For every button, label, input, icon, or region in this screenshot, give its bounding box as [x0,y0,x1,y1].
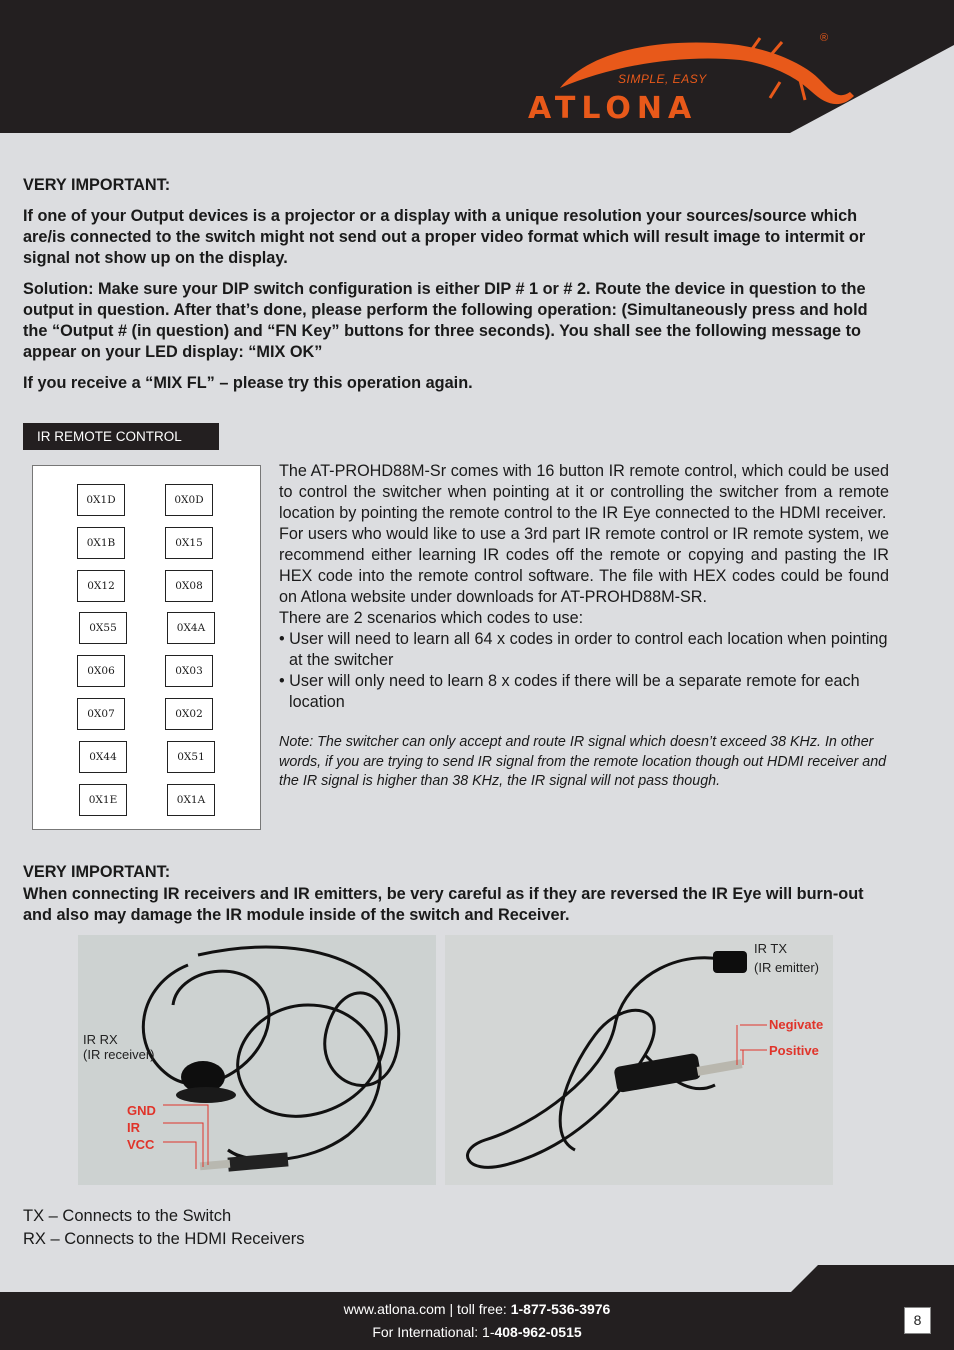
page-header [0,0,954,133]
ir-tx-title: IR TX [754,941,787,956]
remote-code-right-4: 0X4A [167,612,215,644]
remote-code-left-3: 0X12 [77,570,125,602]
footer-shape [0,1265,954,1293]
remote-code-right-3: 0X08 [165,570,213,602]
remote-code-right-8: 0X1A [167,784,215,816]
remote-code-right-5: 0X03 [165,655,213,687]
rx-caption: RX – Connects to the HDMI Receivers [23,1230,305,1248]
tx-caption: TX – Connects to the Switch [23,1207,232,1225]
ir-note: Note: The switcher can only accept and route IR signal which doesn’t exceed 38 KHz. In other words, if you are trying to send IR signal from the remote location though out HDMI receiver and the IR signal is higher than 38 KHz, the IR signal will not pass though. [279,734,887,789]
important-notice-2 [23,862,893,926]
remote-code-right-2: 0X15 [165,527,213,559]
footer-website: www.atlona.com | toll free: [343,1301,511,1317]
atlona-logo [520,30,860,130]
page-footer [0,1292,954,1350]
ir-para-1: The AT-PROHD88M-Sr comes with 16 button IR remote control, which could be used to control the switcher when pointing at it or controlling the switcher from a remote location by pointing the remote control to the IR Eye connected to the HDMI receiver. [279,462,889,522]
ir-rx-subtitle: (IR receiver) [83,1047,155,1062]
ir-bullet-1: • User will need to learn all 64 x codes in order to control each location when pointing at the switcher [279,630,888,669]
ir-tx-positive: Positive [769,1043,819,1058]
remote-code-right-6: 0X02 [165,698,213,730]
important-heading-2: VERY IMPORTANT: [23,863,171,881]
footer-tollfree: 1-877-536-3976 [510,1301,611,1317]
ir-emitter-photo [445,935,833,1185]
remote-code-left-5: 0X06 [77,655,125,687]
ir-rx-pin-vcc: VCC [127,1137,155,1152]
remote-code-left-1: 0X1D [77,484,125,516]
ir-tx-subtitle: (IR emitter) [754,960,819,975]
ir-rx-title: IR RX [83,1032,118,1047]
registered-mark: ® [820,32,829,44]
footer-contact-line [0,1301,954,1318]
atlona-wordmark: ATLONA [528,91,698,126]
important-notice-1 [23,175,893,394]
important-text-2: When connecting IR receivers and IR emitters, be very careful as if they are reversed the IR Eye will burn-out and also may damage the IR module inside of the switch and Receiver. [23,885,864,924]
ir-rx-pin-gnd: GND [127,1103,156,1118]
remote-code-right-7: 0X51 [167,741,215,773]
remote-code-left-7: 0X44 [79,741,127,773]
remote-code-diagram [32,465,261,830]
footer-intl-line [0,1324,954,1341]
ir-rx-pin-ir: IR [127,1120,140,1135]
remote-code-left-4: 0X55 [79,612,127,644]
important-heading-1: VERY IMPORTANT: [23,176,171,194]
ir-bullet-2: • User will only need to learn 8 x codes if there will be a separate remote for each location [279,672,860,711]
ir-receiver-photo [78,935,436,1185]
important-para-1: If one of your Output devices is a projector or a display with a unique resolution your sources/source which are/is connected to the switch might not send out a proper video format which will result image to intermit or signal not show up on the display. [23,207,866,267]
remote-code-left-8: 0X1E [79,784,127,816]
remote-code-left-2: 0X1B [77,527,125,559]
footer-intl-number: 408-962-0515 [494,1324,582,1340]
ir-para-2: For users who would like to use a 3rd part IR remote control or IR remote system, we recommend either learning IR codes off the remote or copying and pasting the IR HEX code into the remote control software. The file with HEX codes could be found on Atlona website under downloads for AT-PROHD88M-SR. [279,525,889,606]
important-para-2: Solution: Make sure your DIP switch configuration is either DIP # 1 or # 2. Route the device in question to the output in question. After that’s done, please perform the following operation: (Simultaneously press and hold the “Output # (in question) and “FN Key” buttons for three seconds). You shall see the following message to appear on your LED display: “MIX OK” [23,280,868,361]
ir-remote-description [279,461,889,792]
page-number: 8 [904,1307,931,1334]
section-title: IR REMOTE CONTROL [23,423,219,450]
footer-intl-label: For International: 1- [372,1324,495,1340]
important-para-3: If you receive a “MIX FL” – please try this operation again. [23,374,473,392]
logo-slogan: SIMPLE, EASY [618,72,707,86]
connection-captions [23,1205,893,1251]
remote-code-left-6: 0X07 [77,698,125,730]
remote-code-right-1: 0X0D [165,484,213,516]
ir-para-3: There are 2 scenarios which codes to use: [279,609,584,627]
ir-tx-negative: Negivate [769,1017,824,1032]
